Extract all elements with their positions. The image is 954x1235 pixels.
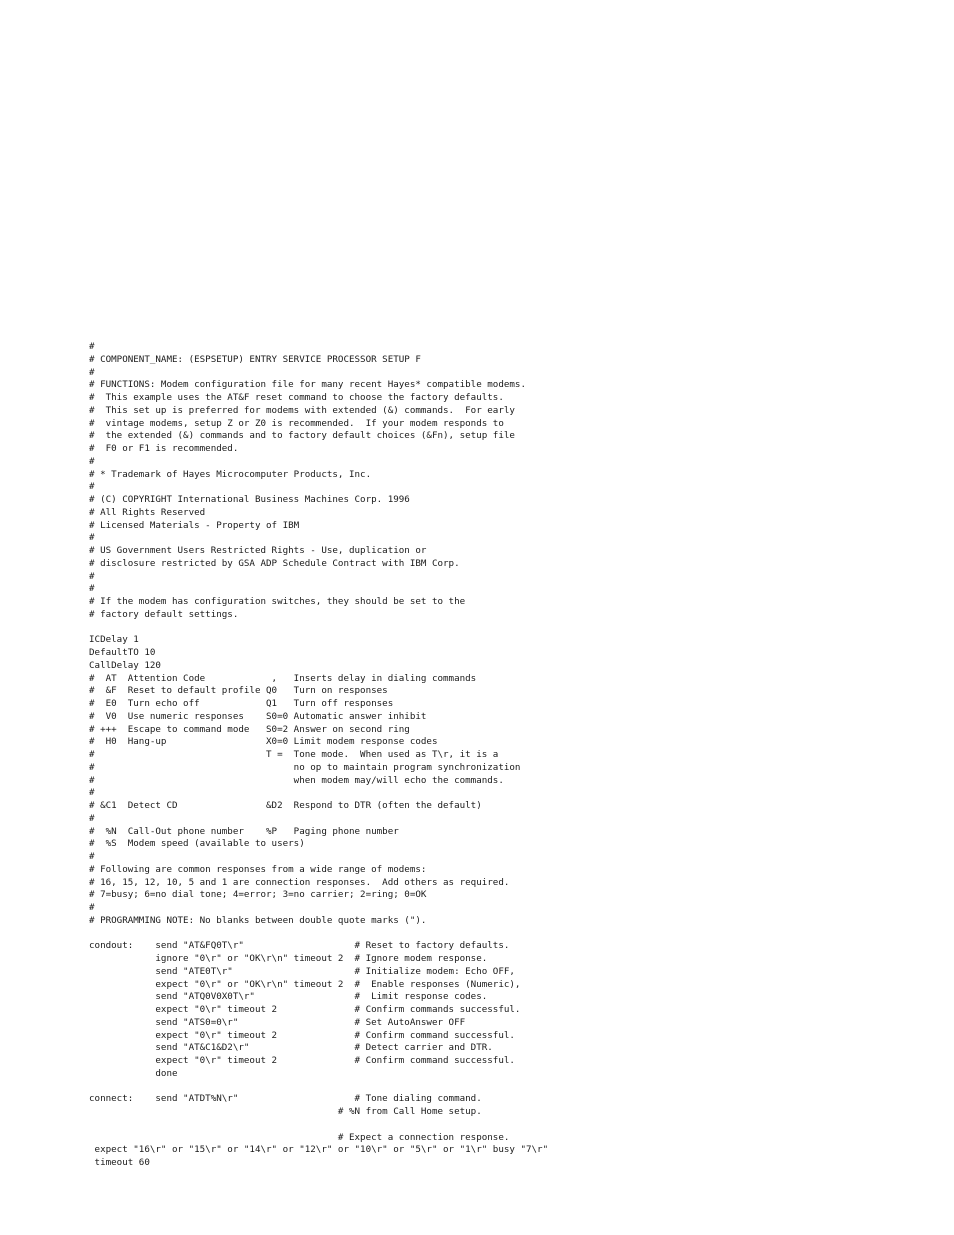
listing-line: # AT Attention Code , Inserts delay in dialing commands: [89, 672, 477, 684]
listing-line: send "ATS0=0\r" # Set AutoAnswer OFF: [89, 1016, 466, 1028]
listing-line: # &F Reset to default profile Q0 Turn on responses: [89, 685, 388, 697]
listing-line: # when modem may/will echo the commands.: [89, 774, 504, 786]
listing-line: # US Government Users Restricted Rights - Use, duplication or: [89, 545, 427, 556]
listing-line: [89, 1081, 929, 1094]
listing-line: # Licensed Materials - Property of IBM: [89, 519, 300, 531]
listing-line: # This set up is preferred for modems with extended (&) commands. For early: [89, 404, 515, 416]
listing-line: condout: send "AT&FQ0T\r" # Reset to factory defaults.: [89, 940, 510, 952]
listing-line: #: [89, 902, 95, 913]
listing-line: send "AT&C1&D2\r" # Detect carrier and DTR.: [89, 1042, 493, 1054]
listing-line: send "ATE0T\r" # Initialize modem: Echo OFF,: [89, 965, 515, 977]
listing-line: # * Trademark of Hayes Microcomputer Products, Inc.: [89, 468, 372, 480]
listing-line: [89, 1119, 929, 1132]
listing-line: send "ATQ0V0X0T\r" # Limit response codes.: [89, 991, 488, 1003]
listing-line: [89, 928, 929, 941]
listing-line: # E0 Turn echo off Q1 Turn off responses: [89, 698, 394, 709]
listing-line: # COMPONENT_NAME: (ESPSETUP) ENTRY SERVICE PROCESSOR SETUP F: [89, 353, 421, 365]
listing-line: CallDelay 120: [89, 659, 161, 671]
listing-line: # Expect a connection response.: [89, 1131, 510, 1143]
listing-line: done: [89, 1067, 178, 1079]
listing-line: # %N Call-Out phone number %P Paging phone number: [89, 825, 399, 837]
modem-config-listing: [89, 341, 929, 1170]
listing-line: expect "0\r" timeout 2 # Confirm command successful.: [89, 1029, 515, 1041]
listing-line: #: [89, 851, 95, 862]
listing-line: # factory default settings.: [89, 608, 239, 620]
listing-line: # (C) COPYRIGHT International Business Machines Corp. 1996: [89, 494, 410, 505]
listing-line: DefaultTO 10: [89, 647, 156, 658]
listing-line: #: [89, 583, 95, 595]
listing-line: # &C1 Detect CD &D2 Respond to DTR (often the default): [89, 800, 482, 811]
listing-line: timeout 60: [89, 1157, 150, 1168]
listing-line: ignore "0\r" or "OK\r\n" timeout 2 # Ignore modem response.: [89, 953, 488, 964]
listing-line: expect "0\r" timeout 2 # Confirm command successful.: [89, 1055, 515, 1066]
listing-line: # %S Modem speed (available to users): [89, 838, 305, 850]
listing-line: # PROGRAMMING NOTE: No blanks between double quote marks (").: [89, 914, 427, 926]
listing-line: # This example uses the AT&F reset command to choose the factory defaults.: [89, 392, 504, 403]
listing-line: expect "16\r" or "15\r" or "14\r" or "12\r" or "10\r" or "5\r" or "1\r" busy "7\r": [89, 1144, 549, 1156]
listing-line: # 16, 15, 12, 10, 5 and 1 are connection responses. Add others as required.: [89, 876, 510, 888]
listing-line: # V0 Use numeric responses S0=0 Automatic answer inhibit: [89, 710, 427, 722]
listing-line: #: [89, 366, 95, 378]
listing-line: #: [89, 341, 95, 352]
listing-line: # T = Tone mode. When used as T\r, it is a: [89, 749, 499, 760]
listing-line: expect "0\r" or "OK\r\n" timeout 2 # Enable responses (Numeric),: [89, 978, 521, 990]
listing-line: [89, 622, 929, 635]
listing-line: connect: send "ATDT%N\r" # Tone dialing command.: [89, 1093, 482, 1105]
listing-line: # 7=busy; 6=no dial tone; 4=error; 3=no carrier; 2=ring; 0=OK: [89, 889, 427, 901]
listing-line: #: [89, 481, 95, 493]
listing-line: # If the modem has configuration switches, they should be set to the: [89, 596, 466, 607]
listing-line: #: [89, 532, 95, 544]
listing-line: # FUNCTIONS: Modem configuration file for many recent Hayes* compatible modems.: [89, 379, 526, 391]
listing-line: # %N from Call Home setup.: [89, 1106, 482, 1117]
listing-line: # no op to maintain program synchronization: [89, 761, 521, 773]
listing-line: ICDelay 1: [89, 634, 139, 646]
listing-line: # All Rights Reserved: [89, 506, 206, 518]
listing-line: # the extended (&) commands and to factory default choices (&Fn), setup file: [89, 430, 515, 442]
listing-line: # disclosure restricted by GSA ADP Schedule Contract with IBM Corp.: [89, 557, 460, 569]
listing-line: # H0 Hang-up X0=0 Limit modem response codes: [89, 736, 438, 748]
listing-line: expect "0\r" timeout 2 # Confirm commands successful.: [89, 1004, 521, 1015]
listing-line: #: [89, 455, 95, 467]
listing-line: #: [89, 787, 95, 799]
listing-line: # +++ Escape to command mode S0=2 Answer on second ring: [89, 723, 410, 735]
listing-line: # Following are common responses from a wide range of modems:: [89, 863, 427, 875]
listing-line: # vintage modems, setup Z or Z0 is recommended. If your modem responds to: [89, 417, 504, 429]
listing-line: # F0 or F1 is recommended.: [89, 443, 239, 454]
listing-line: #: [89, 570, 95, 582]
listing-line: #: [89, 812, 95, 824]
